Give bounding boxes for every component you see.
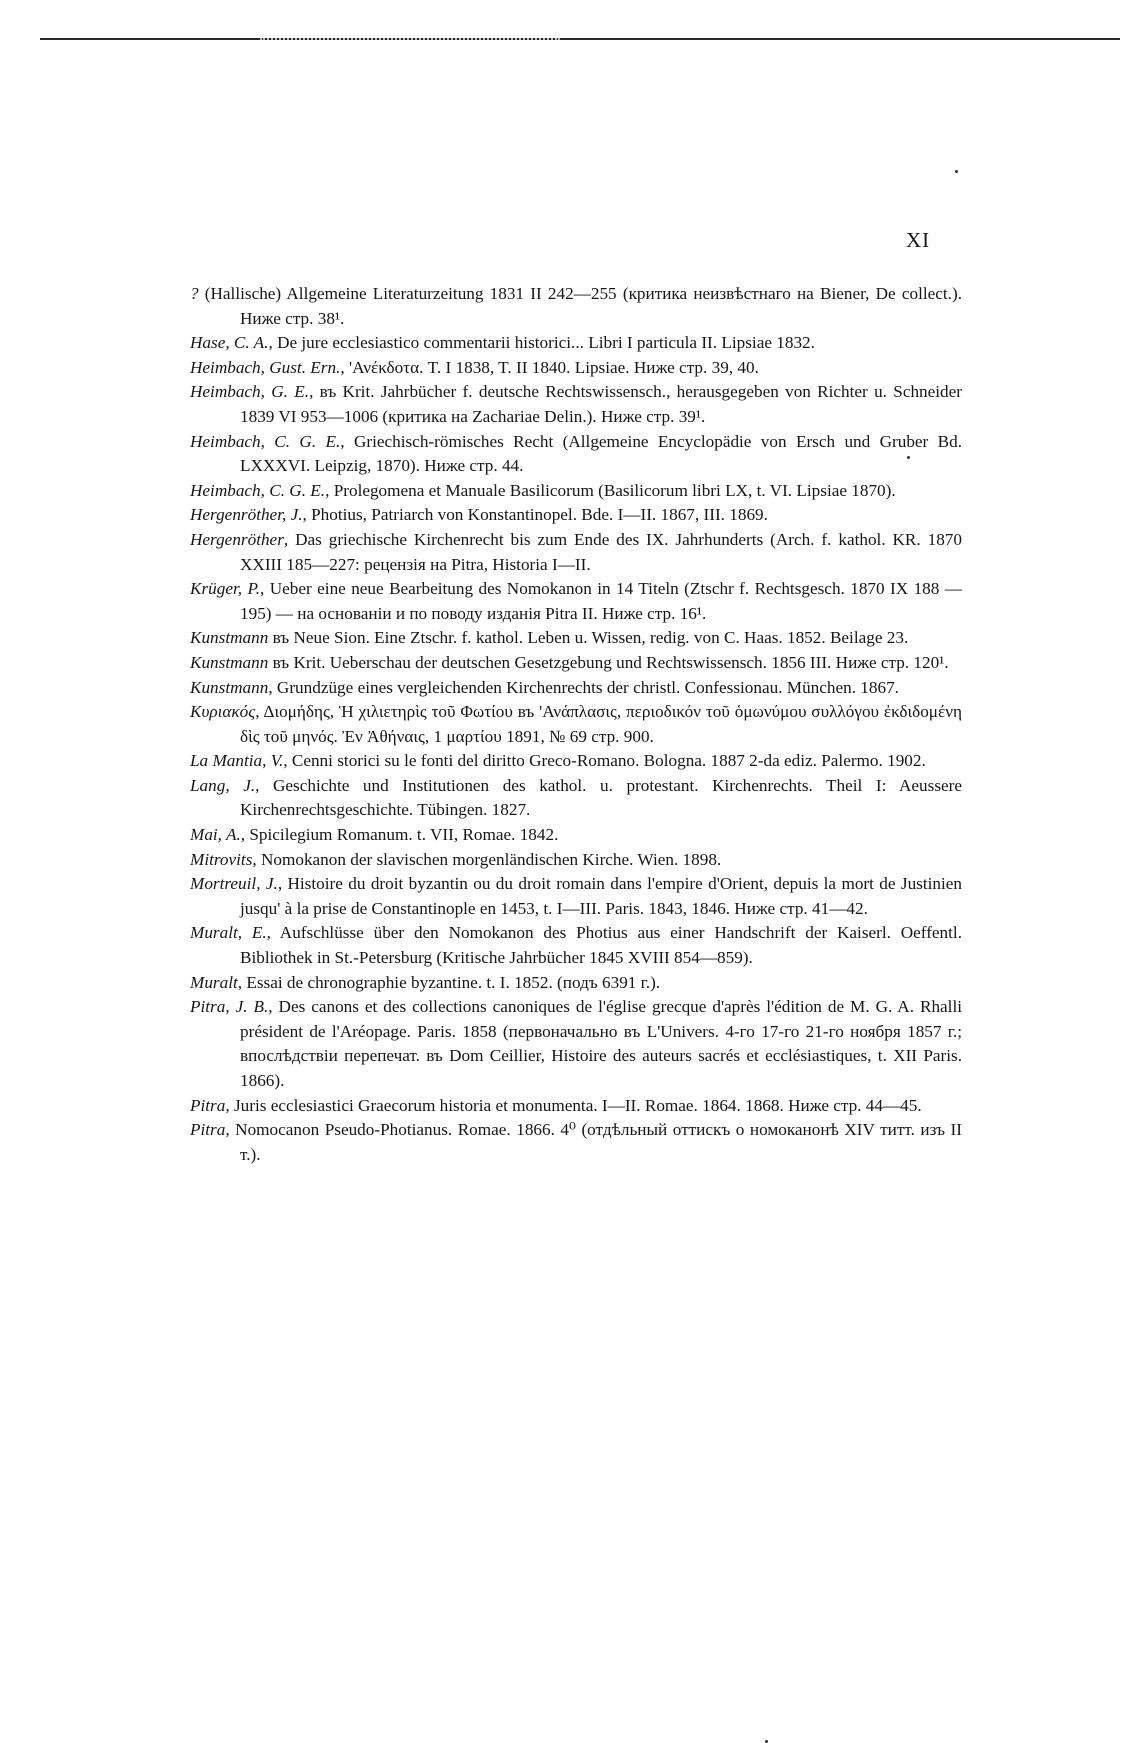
entry-author: ? xyxy=(190,284,199,303)
entry-author: Muralt, E. xyxy=(190,923,267,943)
bibliography-entry xyxy=(190,528,962,577)
entry-author: Hergenröther xyxy=(190,529,284,549)
entry-text: , Photius, Patriarch von Konstantinopel. Bde. I—II. 1867, III. 1869. xyxy=(302,505,768,525)
entry-text: , Spicilegium Romanum. t. VII, Romae. 1842. xyxy=(240,825,559,845)
entry-author: Heimbach, C. G. E. xyxy=(190,480,326,500)
entry-text: , Griechisch-römisches Recht (Allgemeine Encyclopädie von Ersch und Gruber Bd. LXXXVI. Leipzig, 1870). Ниже стр. 44. xyxy=(240,431,962,476)
bibliography-entry xyxy=(190,676,962,701)
bibliography-entry xyxy=(190,1094,962,1119)
entry-text: , Prolegomena et Manuale Basilicorum (Basilicorum libri LX, t. VI. Lipsiae 1870). xyxy=(325,480,896,500)
entry-text: , 'Ανέκδοτα. T. I 1838, T. II 1840. Lipsiae. Ниже стр. 39, 40. xyxy=(340,357,759,377)
page-speck xyxy=(955,170,958,173)
entry-text: , Διομήδης, Ἡ χιλιετηρὶς τοῦ Φωτίου въ 'Ανάπλασις, περιοδικόν τοῦ ὁμωνύμου συλλόγου ἐκδιδομένη δὶς τοῦ μηνός. Ἐν Ἀθήναις, 1 μαρτίου 1891, № 69 стр. 900. xyxy=(240,702,962,746)
entry-text: , Histoire du droit byzantin ou du droit romain dans l'empire d'Orient, depuis la mort de Justinien jusqu' à la prise de Constantinople en 1453, t. I—III. Paris. 1843, 1846. Ниже стр. 41—42. xyxy=(240,874,963,918)
bibliography-entry xyxy=(190,700,962,749)
entry-author: Lang, J. xyxy=(190,775,256,795)
entry-author: Pitra xyxy=(190,1095,226,1115)
entry-text: , Cenni storici su le fonti del diritto Greco-Romano. Bologna. 1887 2-da ediz. Palermo. 1902. xyxy=(283,751,926,771)
entry-author: Kunstmann xyxy=(190,628,269,648)
entry-text: , Nomocanon Pseudo-Photianus. Romae. 1866. 4⁰ (отдѣльный оттискъ о номоканонѣ XIV титт. изъ II т.). xyxy=(225,1120,962,1164)
entry-author: Mortreuil, J. xyxy=(190,874,278,894)
bibliography-entry xyxy=(190,651,962,676)
entry-text: , въ Krit. Jahrbücher f. deutsche Rechtswissensch., herausgegeben von Richter u. Schneider 1839 VI 953—1006 (критика на Zachariae Delin.). Ниже стр. 39¹. xyxy=(240,382,962,426)
bibliography-entry xyxy=(190,774,962,823)
bibliography-entry xyxy=(190,577,962,626)
bibliography-entry xyxy=(190,1118,962,1167)
bibliography-entry xyxy=(190,479,962,504)
bibliography-entry xyxy=(190,356,962,381)
entry-author: Mai, A. xyxy=(190,825,241,845)
bibliography-entry xyxy=(190,503,962,528)
bibliography-list xyxy=(190,282,962,1167)
entry-author: Hergenröther, J. xyxy=(190,505,303,525)
entry-text: , Juris ecclesiastici Graecorum historia et monumenta. I—II. Romae. 1864. 1868. Ниже стр. 44—45. xyxy=(225,1095,922,1115)
entry-text: , Aufschlüsse über den Nomokanon des Photius aus einer Handschrift der Kaiserl. Oeffentl. Bibliothek in St.-Petersburg (Kritische Jahrbücher 1845 XVIII 854—859). xyxy=(240,923,962,968)
entry-text: въ Krit. Ueberschau der deutschen Gesetzgebung und Rechtswissensch. 1856 III. Ниже стр. 120¹. xyxy=(268,652,949,672)
bibliography-entry xyxy=(190,995,962,1093)
entry-author: La Mantia, V. xyxy=(190,751,284,771)
entry-text: , Des canons et des collections canoniques de l'église grecque d'après l'édition de M. G. A. Rhalli président de l'Aréopage. Paris. 1858 (первоначально въ L'Univers. 4-го 17-го 21-го ноября 1857 г.; впослѣдствіи перепечат. въ Dom Ceillier, Histoire des auteurs sacrés et ecclésiastiques, t. XII Paris. 1866). xyxy=(240,997,962,1090)
entry-author: Heimbach, Gust. Ern. xyxy=(190,357,341,377)
bibliography-entry xyxy=(190,921,962,970)
entry-text: (Hallische) Allgemeine Literaturzeitung 1831 II 242—255 (критика неизвѣстнаго на Biener, De collect.). Ниже стр. 38¹. xyxy=(198,284,962,328)
entry-text: , Grundzüge eines vergleichenden Kirchenrechts der christl. Confessionau. München. 1867. xyxy=(268,677,899,697)
top-border-faint xyxy=(260,38,560,40)
bibliography-entry xyxy=(190,749,962,774)
entry-author: Kunstmann xyxy=(190,677,269,697)
entry-author: Muralt xyxy=(190,972,238,992)
bibliography-entry xyxy=(190,971,962,996)
entry-text: , Nomokanon der slavischen morgenländischen Kirche. Wien. 1898. xyxy=(252,849,722,869)
bibliography-entry xyxy=(190,823,962,848)
bibliography-entry xyxy=(190,331,962,356)
bibliography-entry xyxy=(190,626,962,651)
bibliography-entry xyxy=(190,380,962,429)
entry-author: Hase, C. A. xyxy=(190,333,269,353)
page-number: XI xyxy=(906,228,931,252)
entry-text: въ Neue Sion. Eine Ztschr. f. kathol. Leben u. Wissen, redig. von C. Haas. 1852. Beilage 23. xyxy=(268,628,909,648)
entry-text: , Das griechische Kirchenrecht bis zum Ende des IX. Jahrhunderts (Arch. f. kathol. KR. 1870 XXIII 185—227: рецензія на Pitra, Historia I—II. xyxy=(240,529,962,574)
entry-text: , Essai de chronographie byzantine. t. I. 1852. (подъ 6391 г.). xyxy=(237,972,661,992)
entry-text: , Geschichte und Institutionen des kathol. u. protestant. Kirchenrechts. Theil I: Aeussere Kirchenrechtsgeschichte. Tübingen. 1827. xyxy=(240,775,963,820)
top-border-rule xyxy=(40,38,1120,40)
entry-text: , De jure ecclesiastico commentarii historici... Libri I particula II. Lipsiae 1832. xyxy=(268,333,815,353)
entry-author: Pitra xyxy=(190,1120,226,1140)
bibliography-entry xyxy=(190,282,962,331)
entry-author: Krüger, P. xyxy=(190,579,261,599)
bibliography-entry xyxy=(190,848,962,873)
bibliography-entry xyxy=(190,872,962,921)
entry-author: Heimbach, G. E. xyxy=(190,382,310,402)
bibliography-entry xyxy=(190,430,962,479)
entry-author: Κυριακός xyxy=(190,702,256,722)
entry-author: Mitrovits xyxy=(190,849,253,869)
entry-author: Pitra, J. B. xyxy=(190,997,269,1017)
entry-author: Kunstmann xyxy=(190,652,269,672)
entry-text: , Ueber eine neue Bearbeitung des Nomokanon in 14 Titeln (Ztschr f. Rechtsgesch. 1870 IX 188 — 195) — на основаніи и по поводу изданія Pitra II. Ниже стр. 16¹. xyxy=(240,579,962,623)
entry-author: Heimbach, C. G. E. xyxy=(190,431,341,451)
